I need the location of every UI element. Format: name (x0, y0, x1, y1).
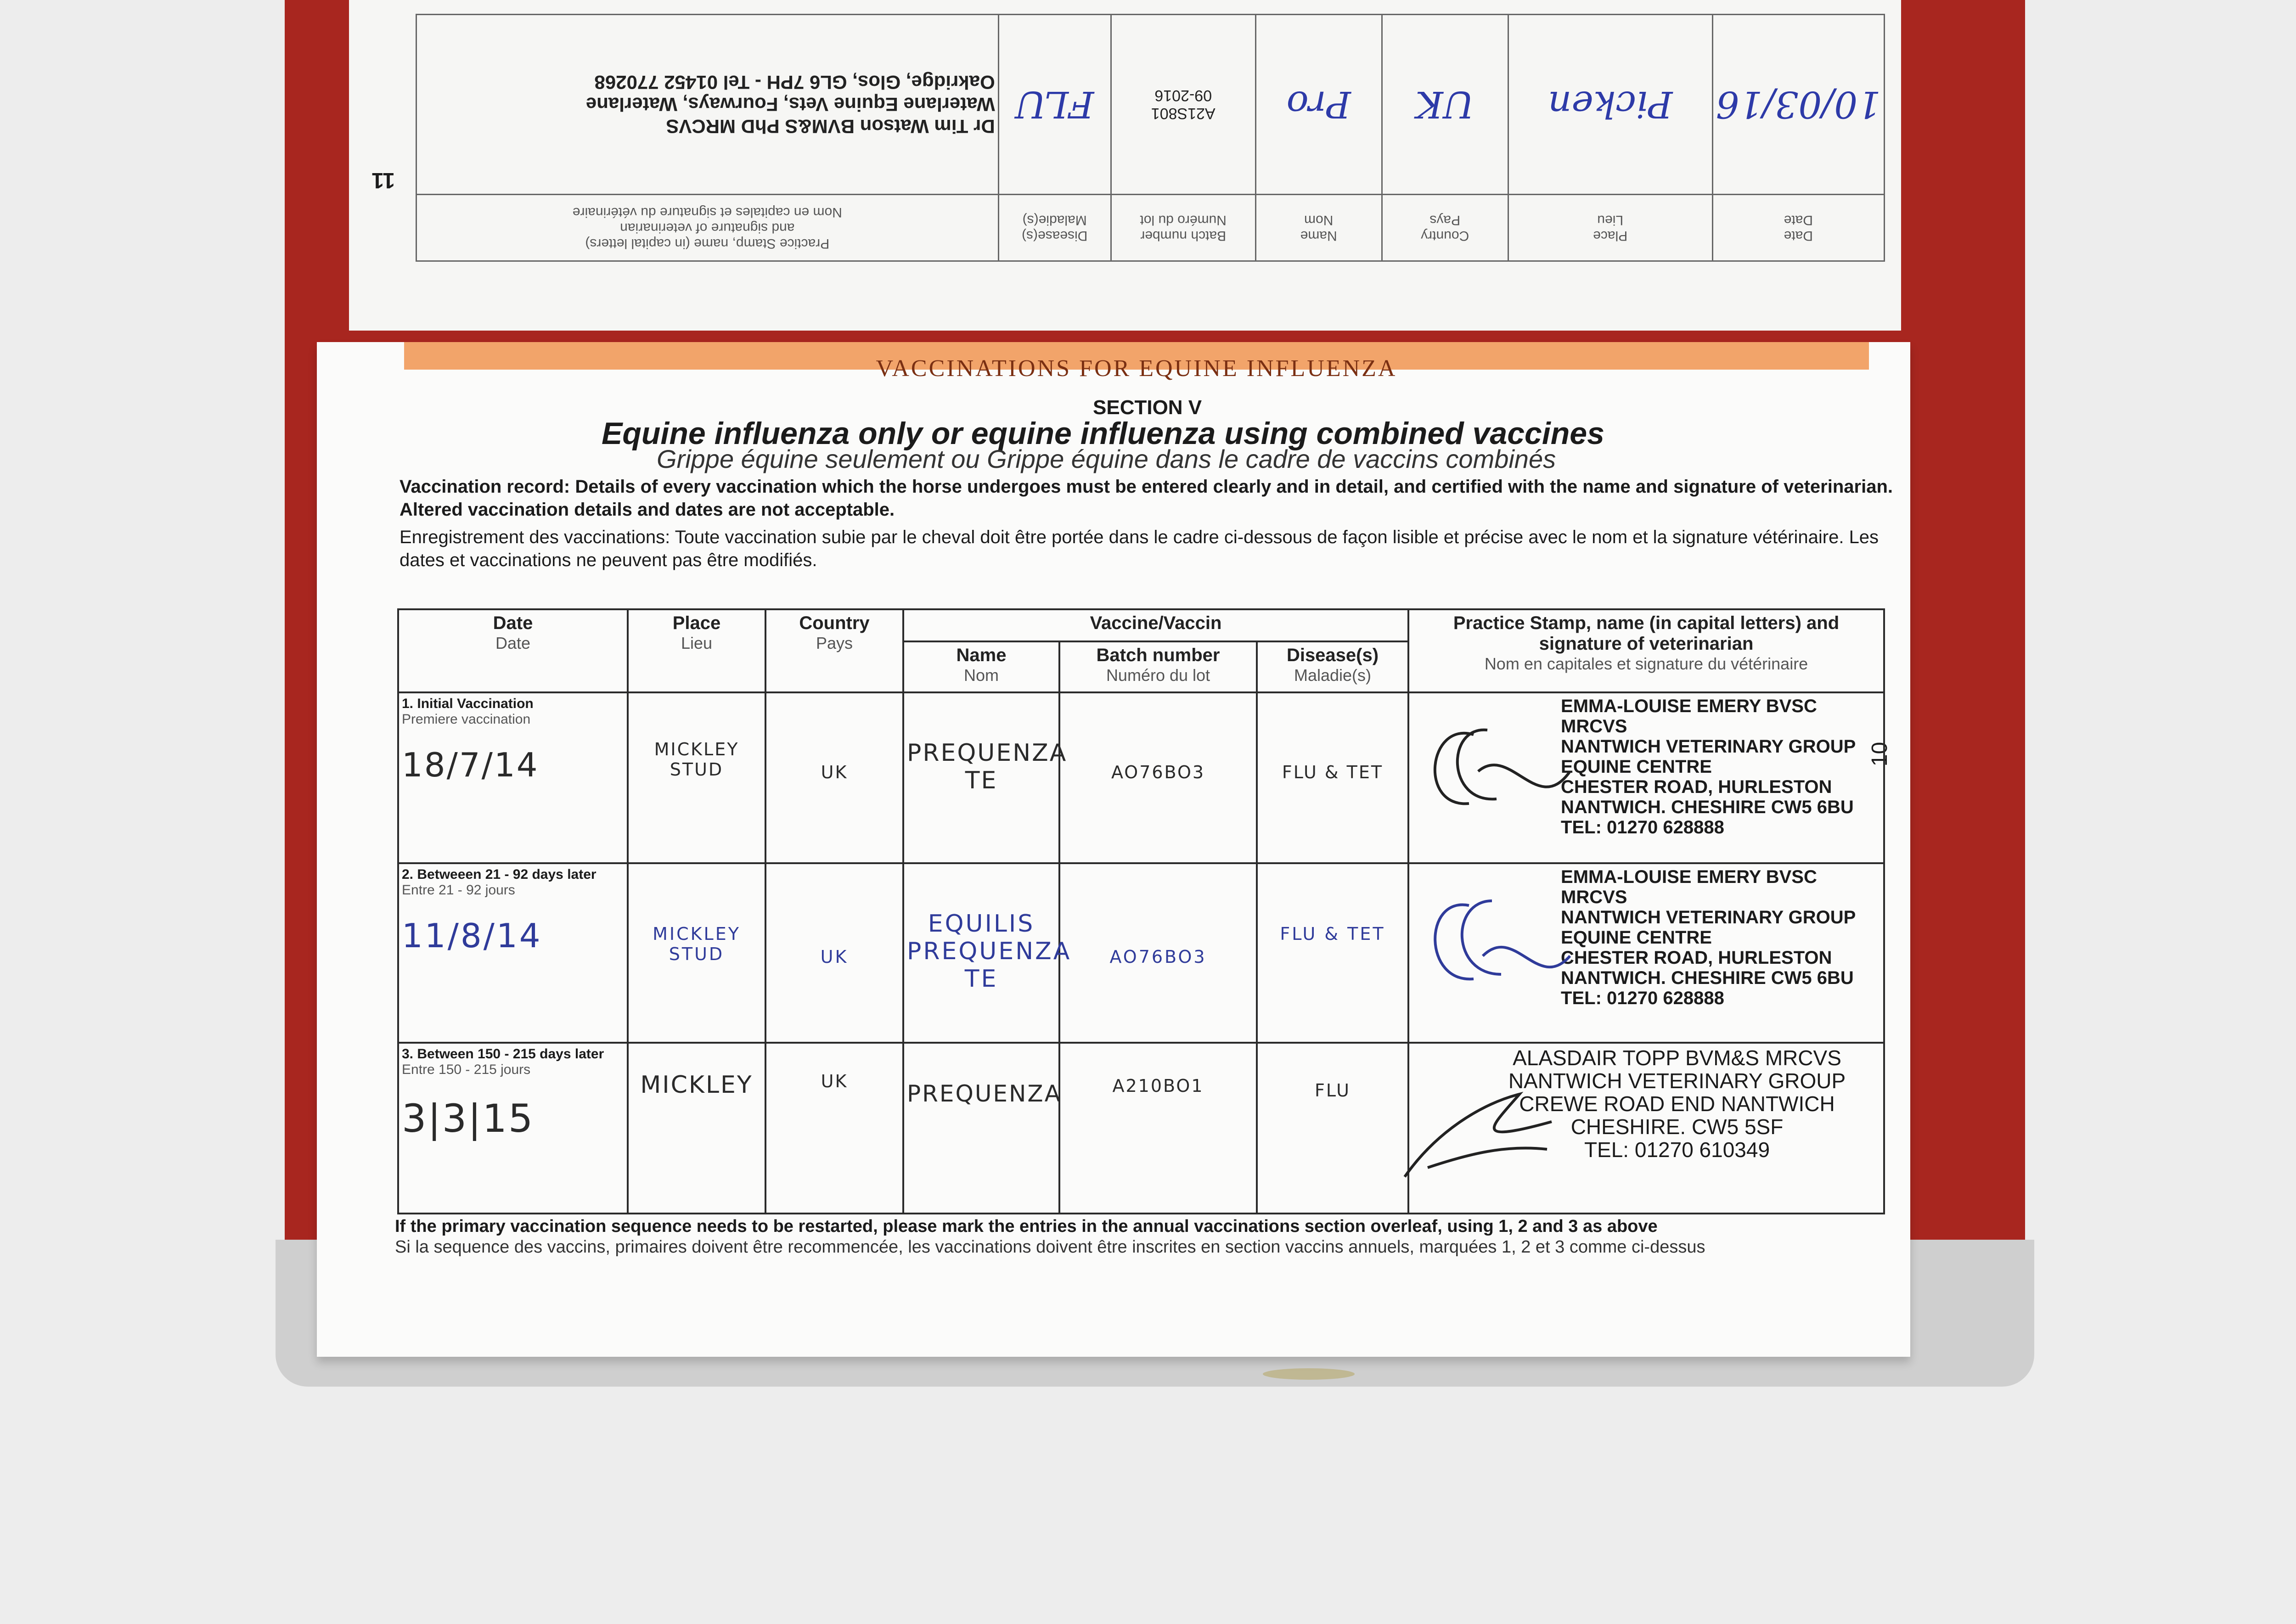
banner-title: VACCINATIONS FOR EQUINE INFLUENZA (876, 355, 1397, 382)
row-1-country: UK (765, 692, 903, 863)
header-practice-fr: Nom en capitales et signature du vétérinaire (1484, 654, 1808, 673)
table-row (398, 1043, 1884, 1214)
row-label-fr: Entre 150 - 215 jours (402, 1062, 531, 1078)
row-3-country: UK (765, 1043, 903, 1214)
row-2-vaccine-name: EQUILIS PREQUENZA TE (903, 863, 1059, 1043)
header-disease-fr: Maladie(s) (1294, 666, 1372, 685)
vaccination-date: 18/7/14 (402, 745, 539, 784)
header-date-fr: Date (495, 634, 531, 652)
header-country (765, 609, 903, 692)
row-label: 1. Initial Vaccination (402, 696, 534, 711)
old-disease: FLU (998, 15, 1111, 195)
vaccination-page (317, 342, 1910, 1357)
row-label-fr: Premiere vaccination (402, 711, 531, 727)
header-name-en: Name (956, 645, 1007, 666)
row-2-batch: AO76BO3 (1059, 863, 1257, 1043)
row-label: 2. Betweeen 21 - 92 days later (402, 866, 597, 882)
header-place (628, 609, 765, 692)
header-date-en: Date (493, 613, 533, 633)
row-3-disease: FLU (1257, 1043, 1408, 1214)
row-3-date (398, 1043, 628, 1214)
row-label: 3. Between 150 - 215 days later (402, 1046, 604, 1062)
old-date: 10/03/16 (1712, 15, 1884, 195)
old-place: Picken (1508, 15, 1712, 195)
row-2-place: MICKLEY STUD (628, 863, 765, 1043)
old-name: Pro (1255, 15, 1382, 195)
old-header-name: Name Nom (1255, 195, 1382, 261)
header-country-fr: Pays (816, 634, 853, 652)
old-header-disease: Disease(s) Maladie(s) (998, 195, 1111, 261)
page-title: Equine influenza only or equine influenza using combined vaccines (602, 416, 1604, 451)
row-1-practice-stamp (1408, 692, 1884, 863)
previous-page-rotated (349, 0, 1901, 331)
row-3-vaccine-name: PREQUENZA (903, 1043, 1059, 1214)
restart-note: If the primary vaccination sequence needs to be restarted, please mark the entries in the annual vaccinations section overleaf, using 1, 2 and 3 as above (395, 1217, 1658, 1236)
old-header-practice: Practice Stamp, name (in capital letters) and signature of veterinarian Nom en capitales et signature du vétérinaire (416, 195, 999, 261)
row-1-date (398, 692, 628, 863)
vet-signature (1400, 1076, 1556, 1186)
header-place-en: Place (672, 613, 721, 633)
row-2-country: UK (765, 863, 903, 1043)
row-1-batch: AO76BO3 (1059, 692, 1257, 863)
vet-signature (1418, 716, 1575, 826)
header-country-en: Country (799, 613, 870, 633)
record-instructions-french: Enregistrement des vaccinations: Toute vaccination subie par le cheval doit être portée dans le cadre ci-dessous de façon lisible et précise avec le nom et la signature vétérinaire. Les dates et vaccinations ne peuvent pas être modifiés. (400, 527, 1879, 570)
old-header-date: Date Date (1712, 195, 1884, 261)
row-2-practice-stamp (1408, 863, 1884, 1043)
old-header-batch: Batch number Numéro du lot (1111, 195, 1255, 261)
page-number-11: 11 (371, 168, 395, 192)
header-date (398, 609, 628, 692)
table-row (398, 863, 1884, 1043)
header-practice-en: Practice Stamp, name (in capital letters) and signature of veterinarian (1453, 613, 1840, 654)
page-number-10: 10 (1867, 742, 1892, 767)
row-3-batch: A210BO1 (1059, 1043, 1257, 1214)
old-header-country: Country Pays (1382, 195, 1508, 261)
table-row (398, 692, 1884, 863)
vaccination-date: 3|3|15 (402, 1096, 535, 1141)
previous-page (349, 0, 1901, 331)
restart-note-french: Si la sequence des vaccins, primaires doivent être recommencée, les vaccinations doivent être inscrites en section vaccins annuels, marquées 1, 2 et 3 comme ci-dessus (395, 1237, 1705, 1257)
header-disease-en: Disease(s) (1286, 645, 1379, 666)
row-label-fr: Entre 21 - 92 jours (402, 882, 515, 898)
old-country: UK (1382, 15, 1508, 195)
row-2-disease: FLU & TET (1257, 863, 1408, 1043)
stamp-text: ALASDAIR TOPP BVM&S MRCVS NANTWICH VETERINARY GROUP CREWE ROAD END NANTWICH CHESHIRE. CW5 5SF TEL: 01270 610349 (1508, 1046, 1846, 1162)
row-2-date (398, 863, 628, 1043)
header-batch-fr: Numéro du lot (1106, 666, 1210, 685)
row-1-place: MICKLEY STUD (628, 692, 765, 863)
header-vaccine: Vaccine/Vaccin (903, 609, 1408, 641)
header-name (903, 641, 1059, 692)
primary-vaccination-table (397, 608, 1885, 1214)
stamp-text: EMMA-LOUISE EMERY BVSC MRCVS NANTWICH VETERINARY GROUP EQUINE CENTRE CHESTER ROAD, HURLESTON NANTWICH. CHESHIRE CW5 6BU TEL: 01270 628888 (1561, 866, 1856, 1008)
vaccination-date: 11/8/14 (402, 916, 542, 955)
old-header-place: Place Lieu (1508, 195, 1712, 261)
header-place-fr: Lieu (681, 634, 713, 652)
row-3-practice-stamp (1408, 1043, 1884, 1214)
section-banner (404, 342, 1869, 382)
old-practice-stamp: Dr Tim Watson BVM&S PhD MRCVS Waterlane Equine Vets, Fourways, Waterlane Oakridge, Glos, GL6 7PH - Tel 01452 770268 (416, 15, 999, 195)
header-batch (1059, 641, 1257, 692)
row-1-disease: FLU & TET (1257, 692, 1408, 863)
section-label: SECTION V (1093, 396, 1202, 419)
header-batch-en: Batch number (1096, 645, 1220, 666)
annual-vaccination-table (416, 14, 1885, 262)
record-instructions: Vaccination record: Details of every vaccination which the horse undergoes must be entered clearly and in detail, and certified with the name and signature of veterinarian. Altered vaccination details and dates are not acceptable. (400, 477, 1893, 520)
row-3-place: MICKLEY (628, 1043, 765, 1214)
header-name-fr: Nom (963, 666, 999, 685)
page-smudge (1263, 1368, 1355, 1380)
header-practice (1408, 609, 1884, 692)
vet-signature (1418, 887, 1575, 997)
stamp-text: EMMA-LOUISE EMERY BVSC MRCVS NANTWICH VETERINARY GROUP EQUINE CENTRE CHESTER ROAD, HURLESTON NANTWICH. CHESHIRE CW5 6BU TEL: 01270 628888 (1561, 696, 1856, 837)
header-disease (1257, 641, 1408, 692)
page-title-french: Grippe équine seulement ou Grippe équine dans le cadre de vaccins combinés (657, 444, 1556, 473)
old-batch-sticker: A21S801 09-2016 (1111, 15, 1255, 195)
row-1-vaccine-name: PREQUENZA TE (903, 692, 1059, 863)
